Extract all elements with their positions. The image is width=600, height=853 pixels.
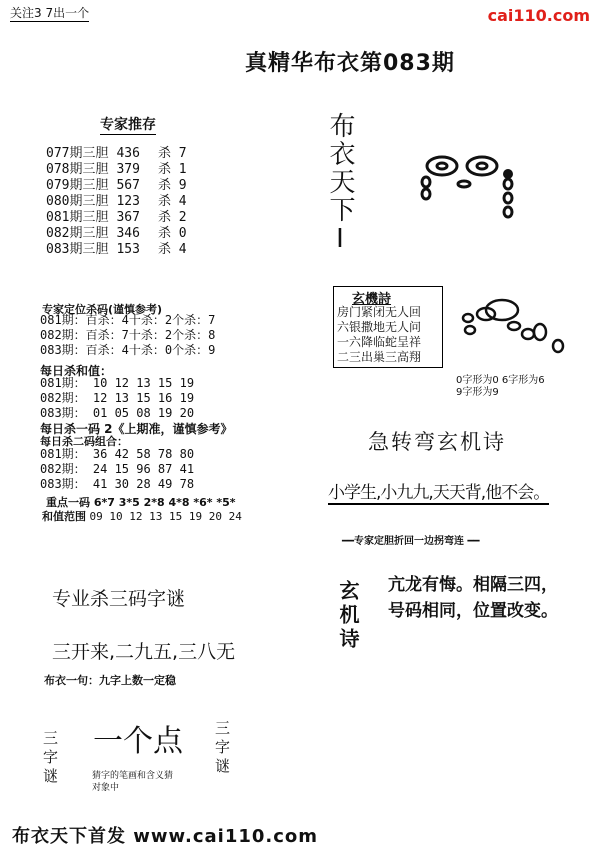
sumvalue-heading: 每日杀和值： [40,364,113,378]
expert-kill: 杀 7 [157,146,187,161]
footer-site[interactable]: 布衣天下首发 www.cai110.com [12,826,319,847]
expert-kill: 杀 1 [157,162,187,177]
expert-period: 083期三胆 [46,242,109,257]
riddle-small-note-2: 对象中 [92,783,120,793]
kids-line: 小学生,小九九,天天背,他不会。 [328,478,549,505]
expert-row [46,194,187,210]
shape-ring [427,157,457,175]
expert-row [46,226,187,242]
shape-ring [437,163,447,169]
sumrange-label: 和值范围 [42,510,86,523]
sumvalue-row: 081期： 10 12 13 15 19 [40,376,195,390]
position-list [40,313,215,358]
header-note: 关注3 7出一个 [10,6,90,20]
killtwo-row: 081期： 36 42 58 78 80 [40,447,195,461]
expert-dan-line: ━━专家定胆折回一边拐弯连 ━━ [342,536,480,547]
expert-row [46,178,187,194]
expert-row [46,210,187,226]
shape-dot [503,169,513,179]
expert-numbers: 346 [116,226,140,241]
sumvalue-row: 083期： 01 05 08 19 20 [40,406,195,420]
shape-ring [465,326,475,334]
xuanji-vertical: 玄机诗 [336,580,360,652]
poem-title: 玄機詩 [352,292,392,307]
shape-ring [477,163,487,169]
riddle-small-note-1: 猜字的笔画和含义猜 [92,771,174,781]
sumrange-line [42,508,242,524]
number-shape-graphic [412,148,522,228]
shape-ring [467,157,497,175]
killtwo-row: 082期： 24 15 96 87 41 [40,462,195,476]
expert-kill: 杀 9 [157,178,187,193]
expert-row [46,242,187,258]
killone-text: 每日杀一码 2《上期准，谨慎参考》 [40,422,233,436]
killtwo-row: 083期： 41 30 28 49 78 [40,477,195,491]
page-title: 真精华布衣第083期 [245,51,455,76]
final-poem-line-2: 号码相同，位置改变。 [388,601,558,621]
brand-vertical-title: 布衣天下I [325,112,355,256]
expert-kill: 杀 0 [157,226,187,241]
expert-numbers: 367 [116,210,140,225]
expert-numbers: 567 [116,178,140,193]
shape-ring [504,207,512,217]
digit-shape-graphic [456,290,566,365]
shape-note-2: 9字形为9 [456,387,499,398]
expert-period: 078期三胆 [46,162,109,177]
poem-line: 房门紧闭无人回 [337,305,422,319]
expert-numbers: 379 [116,162,140,177]
expert-kill: 杀 4 [157,194,187,209]
shape-ring [522,329,534,339]
expert-heading: 专家推存 [100,114,156,135]
urgent-title: 急转弯玄机诗 [368,430,506,454]
sumvalue-row: 082期： 12 13 15 16 19 [40,391,195,405]
expert-period: 077期三胆 [46,146,109,161]
shape-ring [422,177,430,187]
expert-table [46,146,187,258]
expert-period: 080期三胆 [46,194,109,209]
position-row: 082期：百杀：7十杀：2个杀：8 [40,328,216,342]
expert-numbers: 153 [116,242,140,257]
keypoint-text: 重点一码 6*7 3*5 2*8 4*8 *6* *5* [46,496,236,509]
expert-row [46,162,187,178]
riddle-note: 布衣一句：九字上数一定稳 [44,674,176,687]
poem-line: 一六降临蛇呈祥 [337,335,422,349]
shape-ring [458,181,470,187]
expert-kill: 杀 4 [157,242,187,257]
shape-ring [553,340,563,352]
shape-note-1: 0字形为0 6字形为6 [456,375,545,386]
expert-kill: 杀 2 [157,210,187,225]
expert-period: 079期三胆 [46,178,109,193]
shape-ring [422,189,430,199]
poem-line: 二三出巢三高翔 [337,350,422,364]
expert-period: 081期三胆 [46,210,109,225]
riddle-line: 三开来,二九五,三八无 [52,641,236,663]
position-heading: 专家定位杀码(谨慎参考) [42,303,163,316]
shape-ring [504,179,512,189]
poem-line: 六银撒地无人问 [337,320,422,334]
expert-numbers: 436 [116,146,140,161]
shape-ring [504,193,512,203]
position-row: 081期：百杀：4十杀：2个杀：7 [40,313,216,327]
riddle-heading: 专业杀三码字谜 [52,588,186,610]
expert-row [46,146,187,162]
riddle-left-vert: 三字谜 [41,730,59,787]
killtwo-heading: 每日杀二码组合： [40,435,128,448]
sumvalue-list [40,376,194,421]
expert-period: 082期三胆 [46,226,109,241]
shape-ring [463,314,473,322]
final-poem-line-1: 亢龙有悔。相隔三四， [388,575,558,595]
sumrange-values: 09 10 12 13 15 19 20 24 [89,510,242,523]
shape-ring [534,324,546,340]
position-row: 083期：百杀：4十杀：0个杀：9 [40,343,216,357]
shape-ring [508,322,520,330]
riddle-right-vert: 三字谜 [213,720,231,777]
site-watermark[interactable]: cai110.com [487,6,590,25]
killtwo-list [40,447,194,492]
riddle-center: 一个点 [93,724,183,759]
expert-numbers: 123 [116,194,140,209]
